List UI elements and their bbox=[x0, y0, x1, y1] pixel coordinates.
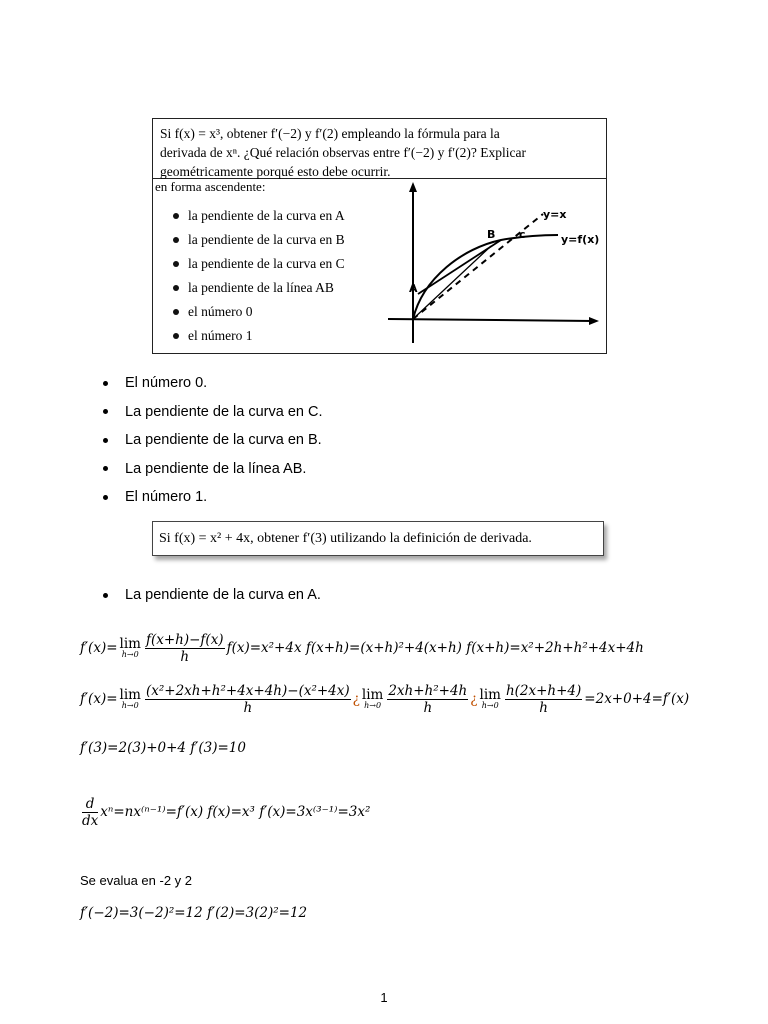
list-item: la pendiente de la línea AB bbox=[173, 276, 345, 300]
exercise-2-prompt: Si f(x) = x² + 4x, obtener f′(3) utilizando la definición de derivada. bbox=[159, 530, 532, 546]
limit-operator: lim h→0 bbox=[119, 635, 141, 660]
list-item: la pendiente de la curva en C bbox=[173, 252, 345, 276]
tangent-a bbox=[418, 240, 501, 294]
fraction: $\frac{h(2x+h+4)}{h}$ bbox=[505, 683, 582, 716]
fraction: $\frac{\text{2xh+h²+4h}}{h}$ bbox=[388, 683, 468, 716]
point-b-label: B bbox=[487, 228, 496, 241]
equation-2: f′(x)= lim h→0 $\frac{\text{(x²+2xh+h²+4x+4h)−(x²+4x)}}{h}$ ¿ lim h→0 $\frac{\text{2xh+h²+4h}}{h}$ ¿ lim h→0 $\frac{h(2x+h+4)}{h}$ =2x+0+4=f′(x) bbox=[80, 683, 690, 716]
limit-operator: lim h→0 bbox=[361, 686, 384, 711]
bullet-icon bbox=[173, 333, 179, 339]
bullet-icon bbox=[173, 213, 179, 219]
prompt-line-3: geométricamente porqué esto debe ocurrir. bbox=[160, 164, 391, 179]
point-a-label: A bbox=[409, 282, 418, 295]
bullet-icon bbox=[173, 285, 179, 291]
bullet-icon bbox=[103, 495, 108, 500]
limit-operator: lim h→0 bbox=[479, 686, 501, 711]
limit-operator: lim h→0 bbox=[119, 686, 141, 711]
exercise-box-1 bbox=[152, 118, 607, 354]
fraction: $\frac{d}{dx}$ bbox=[82, 796, 99, 829]
list-item: el número 0 bbox=[173, 300, 345, 324]
bullet-icon bbox=[173, 309, 179, 315]
secant-ab bbox=[413, 246, 491, 319]
function-graph bbox=[383, 178, 605, 352]
bullet-icon bbox=[103, 593, 108, 598]
answer-list-2 bbox=[103, 581, 321, 610]
curve-f bbox=[413, 235, 558, 319]
curve-label: y=f(x) bbox=[561, 233, 600, 246]
list-item: La pendiente de la curva en C. bbox=[103, 398, 323, 427]
exercise-box-2 bbox=[152, 521, 604, 556]
list-item: el número 1 bbox=[173, 324, 345, 348]
prompt-line-2: derivada de xⁿ. ¿Qué relación observas entre f′(−2) y f′(2)? Explicar bbox=[160, 145, 526, 160]
answer-list bbox=[103, 369, 323, 512]
exercise-prompt bbox=[153, 119, 606, 179]
fraction: $\frac{f(x+h)-f(x)}{h}$ bbox=[145, 632, 224, 665]
evaluation-note: Se evalua en -2 y 2 bbox=[80, 873, 193, 888]
list-item: la pendiente de la curva en A bbox=[173, 204, 345, 228]
options-subtitle: en forma ascendente: bbox=[155, 179, 266, 194]
bullet-icon bbox=[103, 409, 108, 414]
list-item: La pendiente de la curva en A. bbox=[103, 581, 321, 610]
equation-5: f′(−2)=3(−2)²=12 f′(2)=3(2)²=12 bbox=[80, 905, 308, 921]
y-axis-arrow-icon bbox=[409, 182, 417, 192]
prompt-line-1: Si f(x) = x³, obtener f′(−2) y f′(2) empleando la fórmula para la bbox=[160, 126, 500, 141]
bullet-icon bbox=[173, 261, 179, 267]
list-item: La pendiente de la línea AB. bbox=[103, 455, 323, 484]
bullet-icon bbox=[103, 438, 108, 443]
line-label: y=x bbox=[543, 208, 567, 221]
equation-1: f′(x)= lim h→0 $\frac{f(x+h)-f(x)}{h}$ f(x)=x²+4x f(x+h)=(x+h)²+4(x+h) f(x+h)=x²+2h+h²+4x+4h bbox=[80, 632, 644, 665]
x-axis-arrow-icon bbox=[589, 317, 599, 325]
equation-3: f′(3)=2(3)+0+4 f′(3)=10 bbox=[80, 740, 246, 756]
x-axis bbox=[388, 319, 593, 321]
point-c-label: c bbox=[519, 228, 526, 241]
equation-4: $\frac{d}{dx}$ xⁿ=nx⁽ⁿ⁻¹⁾=f′(x) f(x)=x³ f′(x)=3x⁽³⁻¹⁾=3x² bbox=[82, 796, 371, 829]
bullet-icon bbox=[173, 237, 179, 243]
fraction: $\frac{\text{(x²+2xh+h²+4x+4h)−(x²+4x)}}{h}$ bbox=[145, 683, 350, 716]
bullet-icon bbox=[103, 466, 108, 471]
list-item: La pendiente de la curva en B. bbox=[103, 426, 323, 455]
page-number: 1 bbox=[380, 990, 388, 1005]
bullet-icon bbox=[103, 381, 108, 386]
options-list bbox=[173, 204, 345, 348]
list-item: El número 1. bbox=[103, 483, 323, 512]
list-item: la pendiente de la curva en B bbox=[173, 228, 345, 252]
list-item: El número 0. bbox=[103, 369, 323, 398]
